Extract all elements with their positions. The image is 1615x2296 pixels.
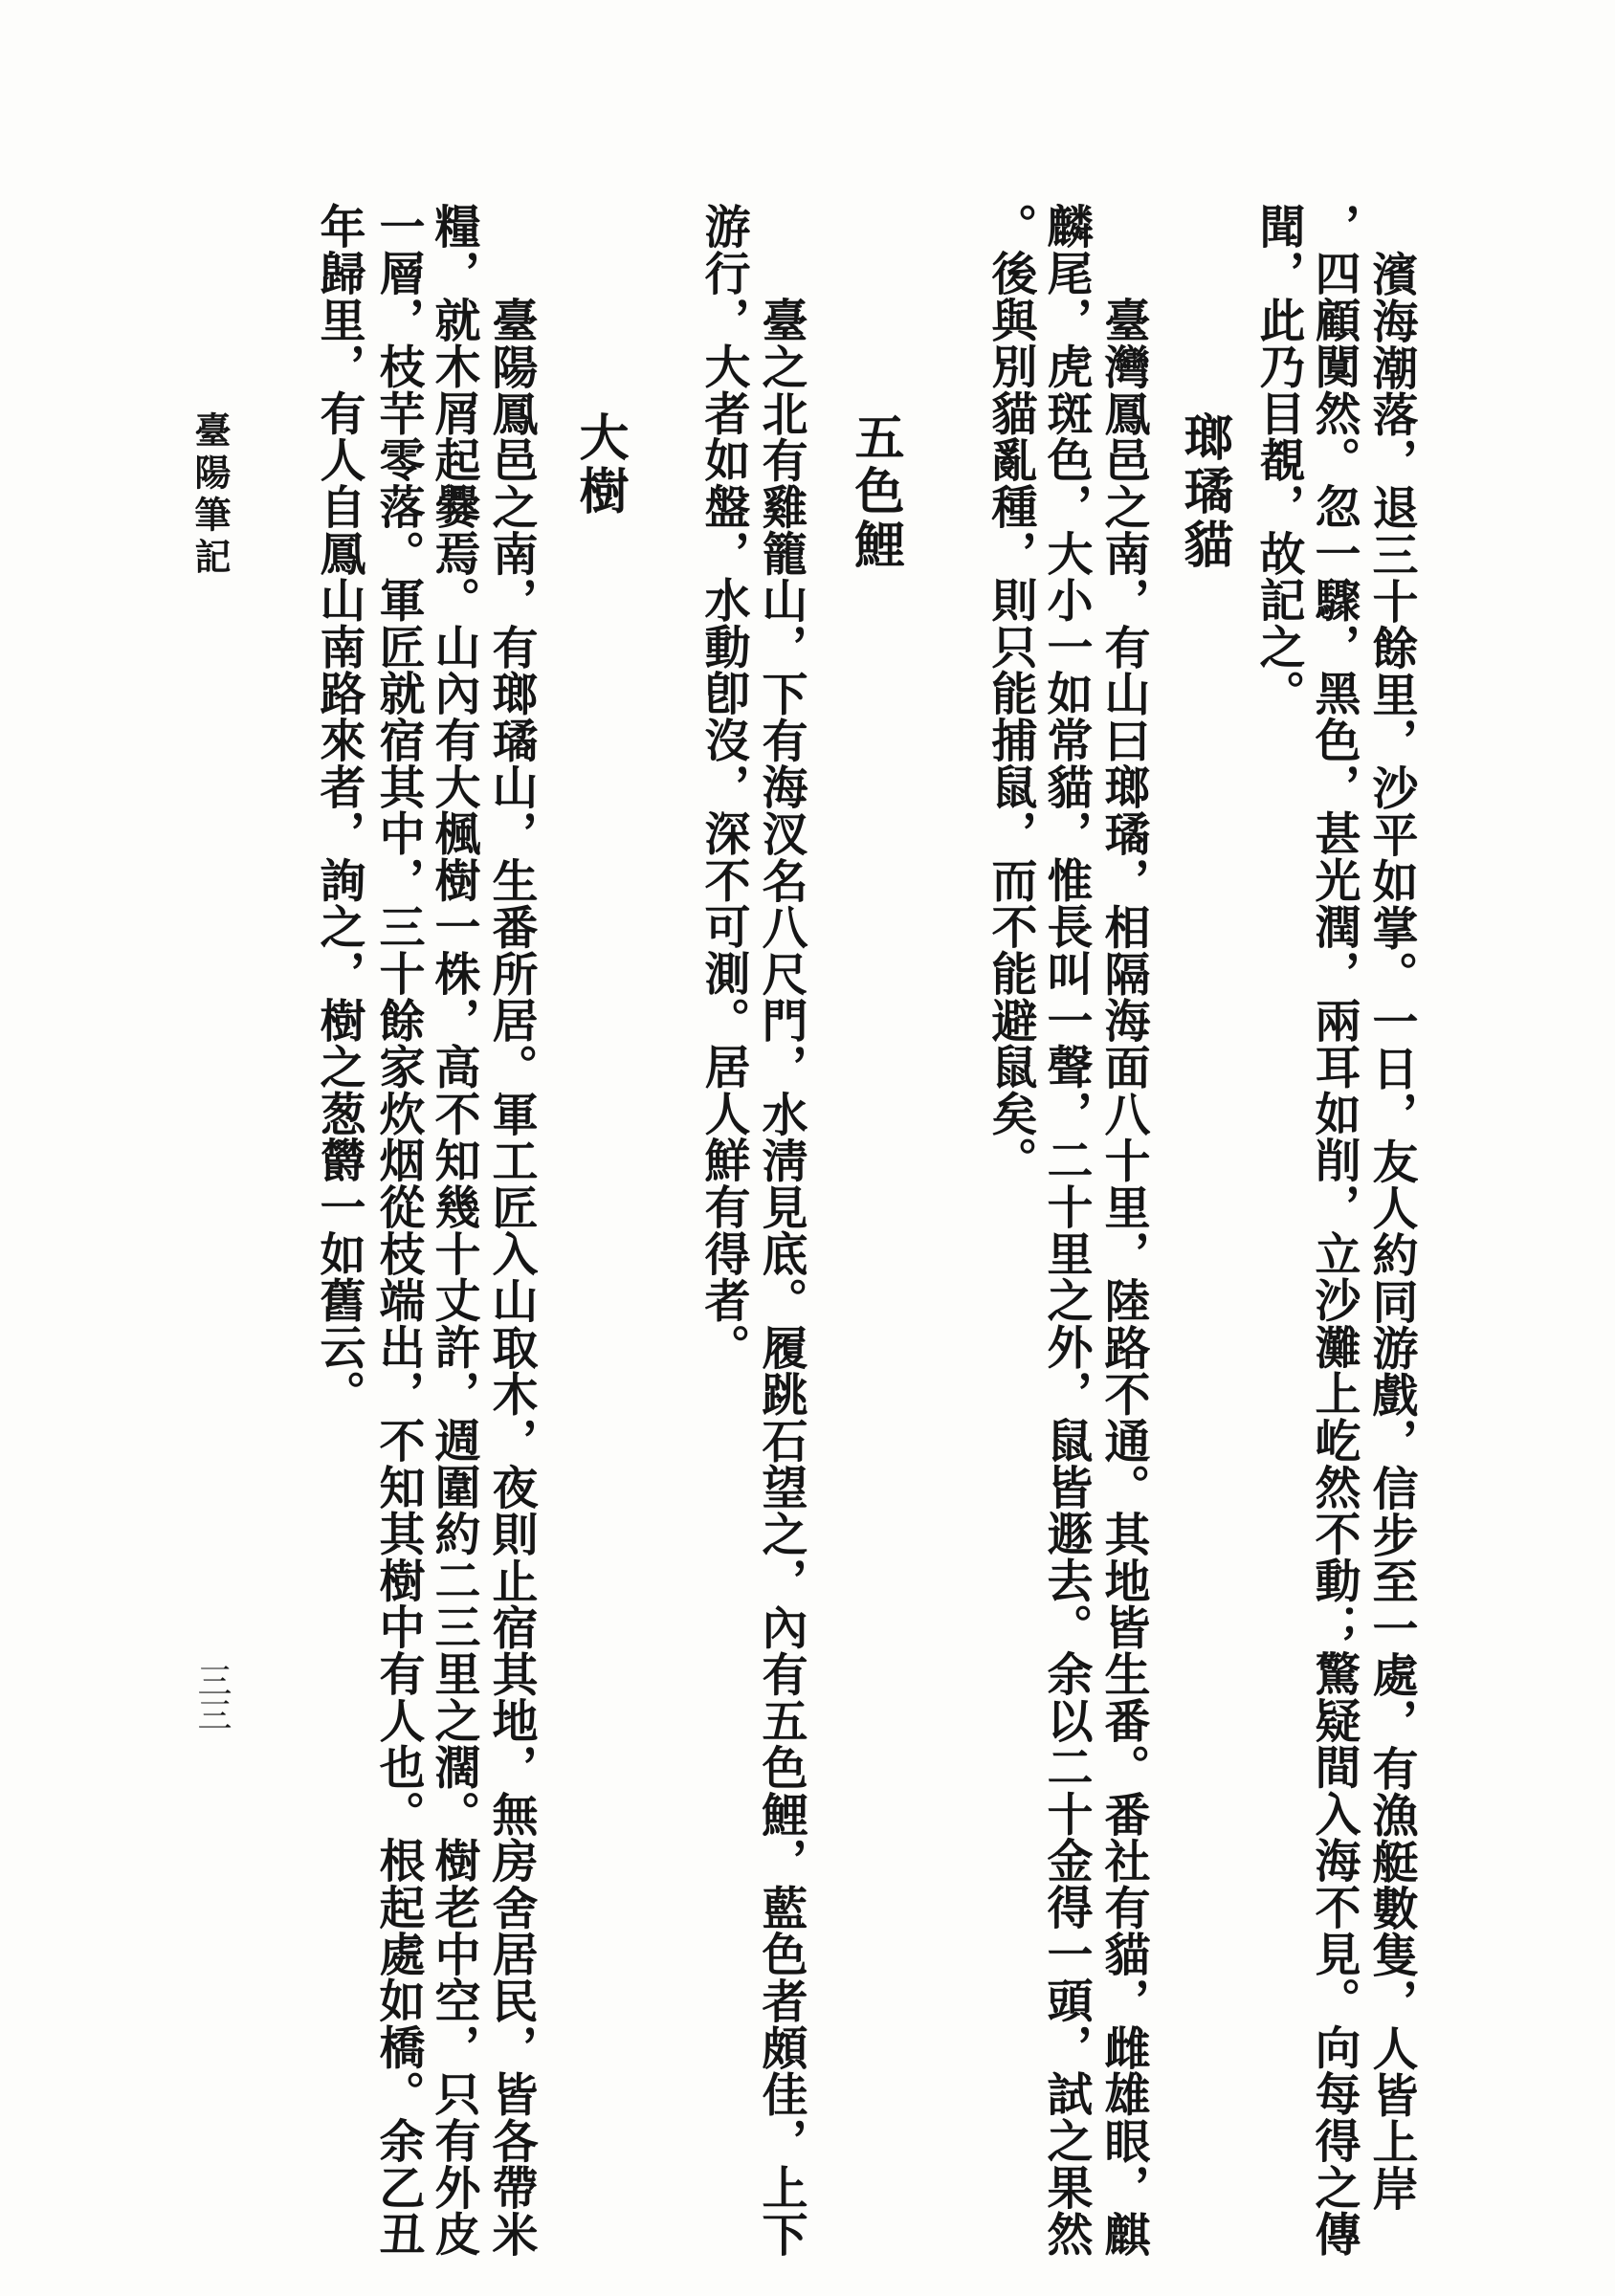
text-line: 臺陽鳳邑之南，有瑯璚山，生番所居。軍工匠入山取木，夜則止宿其地，無房舍居民，皆各帶米: [484, 297, 538, 2258]
running-title: 臺陽筆記: [188, 411, 232, 580]
text-line: 游行，大者如盤，水動卽沒，深不可測。居人鮮有得者。: [697, 203, 750, 1370]
section-heading: 瑯璚貓: [1175, 411, 1233, 572]
text-line: 糧，就木屑起爨焉。山內有大楓樹一株，高不知幾十丈許，週圍約二三里之濶。樹老中空，只有外皮: [427, 203, 480, 2258]
text-line: 。後與別貓亂種，則只能捕鼠，而不能避鼠矣。: [984, 203, 1037, 1183]
text-line: 臺之北有雞籠山，下有海汊名八尺門，水淸見底。履跳石望之，內有五色鯉，藍色者頗佳，上下: [754, 297, 808, 2258]
page-number: 三三: [192, 1663, 232, 1732]
section-heading: 大樹: [570, 411, 629, 519]
text-line: 濱海潮落，退三十餘里，沙平如掌。一日，友人約同游戲，信步至一處，有漁艇數隻，人皆上岸: [1364, 251, 1418, 2212]
text-line: 一層，枝芉零落。軍匠就宿其中，三十餘家炊烟從枝端出，不知其樹中有人也。根起處如橋。余乙丑: [371, 203, 425, 2258]
text-line: 臺灣鳳邑之南，有山曰瑯璚，相隔海面八十里，陸路不通。其地皆生番。番社有貓，雌雄眼，麒: [1096, 297, 1150, 2258]
text-line: 年歸里，有人自鳳山南路來者，詢之，樹之葱欝一如舊云。: [312, 203, 365, 1417]
text-line: ，四顧闃然。忽一驟，黑色，甚光潤，兩耳如削，立沙灘上屹然不動；驚疑間入海不見。向每得之傳: [1307, 203, 1361, 2258]
section-heading: 五色鯉: [846, 411, 904, 572]
text-line: 麟尾，虎斑色，大小一如常貓，惟長叫一聲，二十里之外，鼠皆遯去。余以二十金得一頭，試之果然: [1039, 203, 1093, 2258]
text-line: 聞，此乃目覩，故記之。: [1251, 203, 1305, 717]
